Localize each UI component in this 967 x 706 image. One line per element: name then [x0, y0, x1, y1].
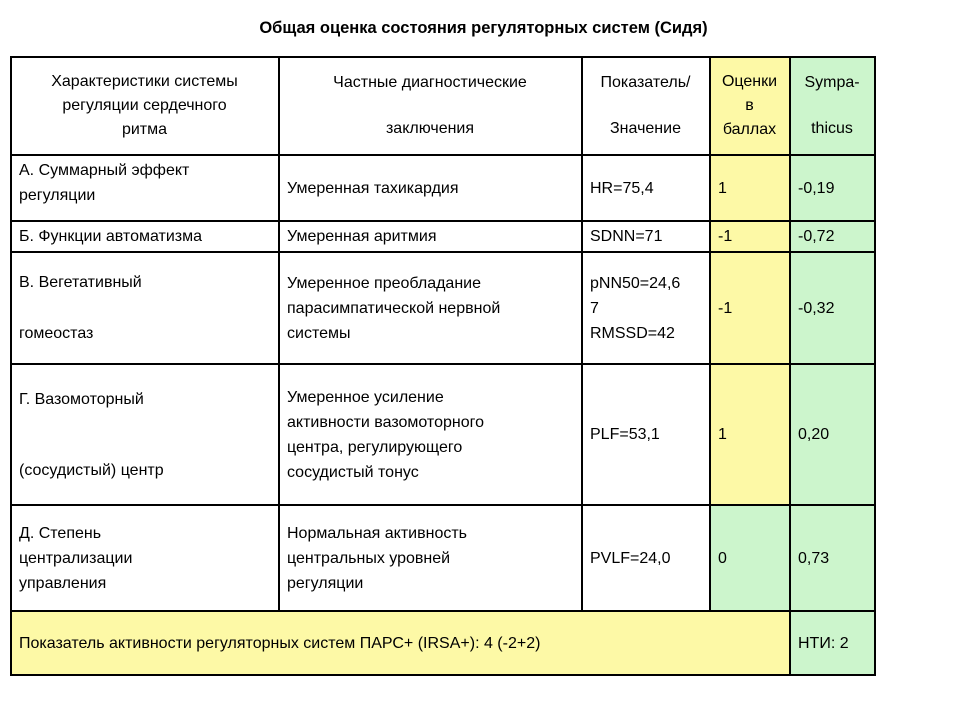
header-text: Частные диагностические [333, 74, 527, 91]
conclusion-cell [279, 505, 582, 611]
cell-text: системы [287, 324, 351, 342]
indicator-cell [582, 505, 710, 611]
regulatory-systems-table [10, 56, 876, 676]
cell-text: Умеренное усиление [287, 388, 444, 406]
indicator-cell [582, 252, 710, 364]
cell-text: 7 [590, 299, 599, 317]
header-text: регуляции сердечного [62, 97, 227, 114]
cell-text: PLF=53,1 [590, 426, 660, 443]
table-row [11, 155, 875, 221]
cell-text: центра, регулирующего [287, 438, 463, 456]
characteristic-cell [11, 505, 279, 611]
score-cell: 1 [710, 364, 790, 505]
conclusion-cell [279, 221, 582, 252]
cell-text: (сосудистый) центр [19, 461, 164, 479]
score-cell: 1 [710, 155, 790, 221]
cell-text: В. Вегетативный [19, 274, 142, 291]
sympathicus-cell: -0,32 [790, 252, 875, 364]
header-row [11, 57, 875, 155]
table-row [11, 221, 875, 252]
header-sympathicus [790, 57, 875, 155]
cell-text: Умеренная аритмия [287, 228, 437, 245]
cell-text: управления [19, 574, 107, 592]
header-conclusion [279, 57, 582, 155]
characteristic-cell [11, 364, 279, 505]
table-row [11, 252, 875, 364]
header-score [710, 57, 790, 155]
cell-text: сосудистый тонус [287, 463, 419, 481]
indicator-cell [582, 364, 710, 505]
cell-text: Нормальная активность [287, 524, 468, 542]
conclusion-cell [279, 364, 582, 505]
cell-text: Б. Функции автоматизма [19, 228, 203, 245]
cell-text: Г. Вазомоторный [19, 390, 144, 408]
score-cell: -1 [710, 252, 790, 364]
cell-text: RMSSD=42 [590, 324, 675, 342]
conclusion-cell [279, 155, 582, 221]
indicator-cell [582, 221, 710, 252]
cell-text: центральных уровней [287, 549, 451, 567]
cell-text: А. Суммарный эффект [19, 162, 190, 179]
cell-text: регуляции [287, 574, 364, 592]
header-text: ритма [121, 121, 168, 138]
score-cell: -1 [710, 221, 790, 252]
cell-text: SDNN=71 [590, 228, 663, 245]
header-text: в [745, 97, 754, 114]
cell-text: активности вазомоторного [287, 413, 484, 431]
header-text: thicus [811, 120, 853, 137]
characteristic-cell [11, 252, 279, 364]
cell-text: гомеостаз [19, 325, 94, 342]
cell-text: PVLF=24,0 [590, 549, 671, 567]
indicator-cell [582, 155, 710, 221]
summary-row [11, 611, 875, 675]
header-text: Значение [610, 120, 681, 137]
header-text: Оценки [721, 73, 778, 90]
header-text: баллах [722, 121, 777, 138]
header-text: заключения [385, 120, 475, 137]
header-text: Показатель/ [600, 74, 691, 91]
header-characteristic [11, 57, 279, 155]
table-row [11, 364, 875, 505]
sympathicus-cell: 0,73 [790, 505, 875, 611]
page-title: Общая оценка состояния регуляторных систем (Сидя) [259, 19, 708, 37]
nti-cell: НТИ: 2 [790, 611, 875, 675]
sympathicus-cell: -0,19 [790, 155, 875, 221]
sympathicus-cell: -0,72 [790, 221, 875, 252]
cell-text: Умеренное преобладание [287, 274, 481, 292]
header-text: Характеристики системы [51, 73, 238, 90]
cell-text: Д. Степень [19, 524, 102, 542]
characteristic-cell [11, 221, 279, 252]
cell-text: парасимпатической нервной [287, 299, 501, 317]
cell-text: HR=75,4 [590, 179, 654, 197]
header-indicator [582, 57, 710, 155]
sympathicus-cell: 0,20 [790, 364, 875, 505]
header-text: Sympa- [804, 74, 860, 91]
characteristic-cell [11, 155, 279, 221]
cell-text: Умеренная тахикардия [287, 179, 459, 197]
table-row [11, 505, 875, 611]
score-cell: 0 [710, 505, 790, 611]
cell-text: регуляции [19, 187, 96, 204]
summary-cell: Показатель активности регуляторных систем ПАРС+ (IRSA+): 4 (-2+2) [11, 611, 790, 675]
cell-text: pNN50=24,6 [590, 274, 681, 292]
cell-text: централизации [19, 549, 133, 567]
conclusion-cell [279, 252, 582, 364]
